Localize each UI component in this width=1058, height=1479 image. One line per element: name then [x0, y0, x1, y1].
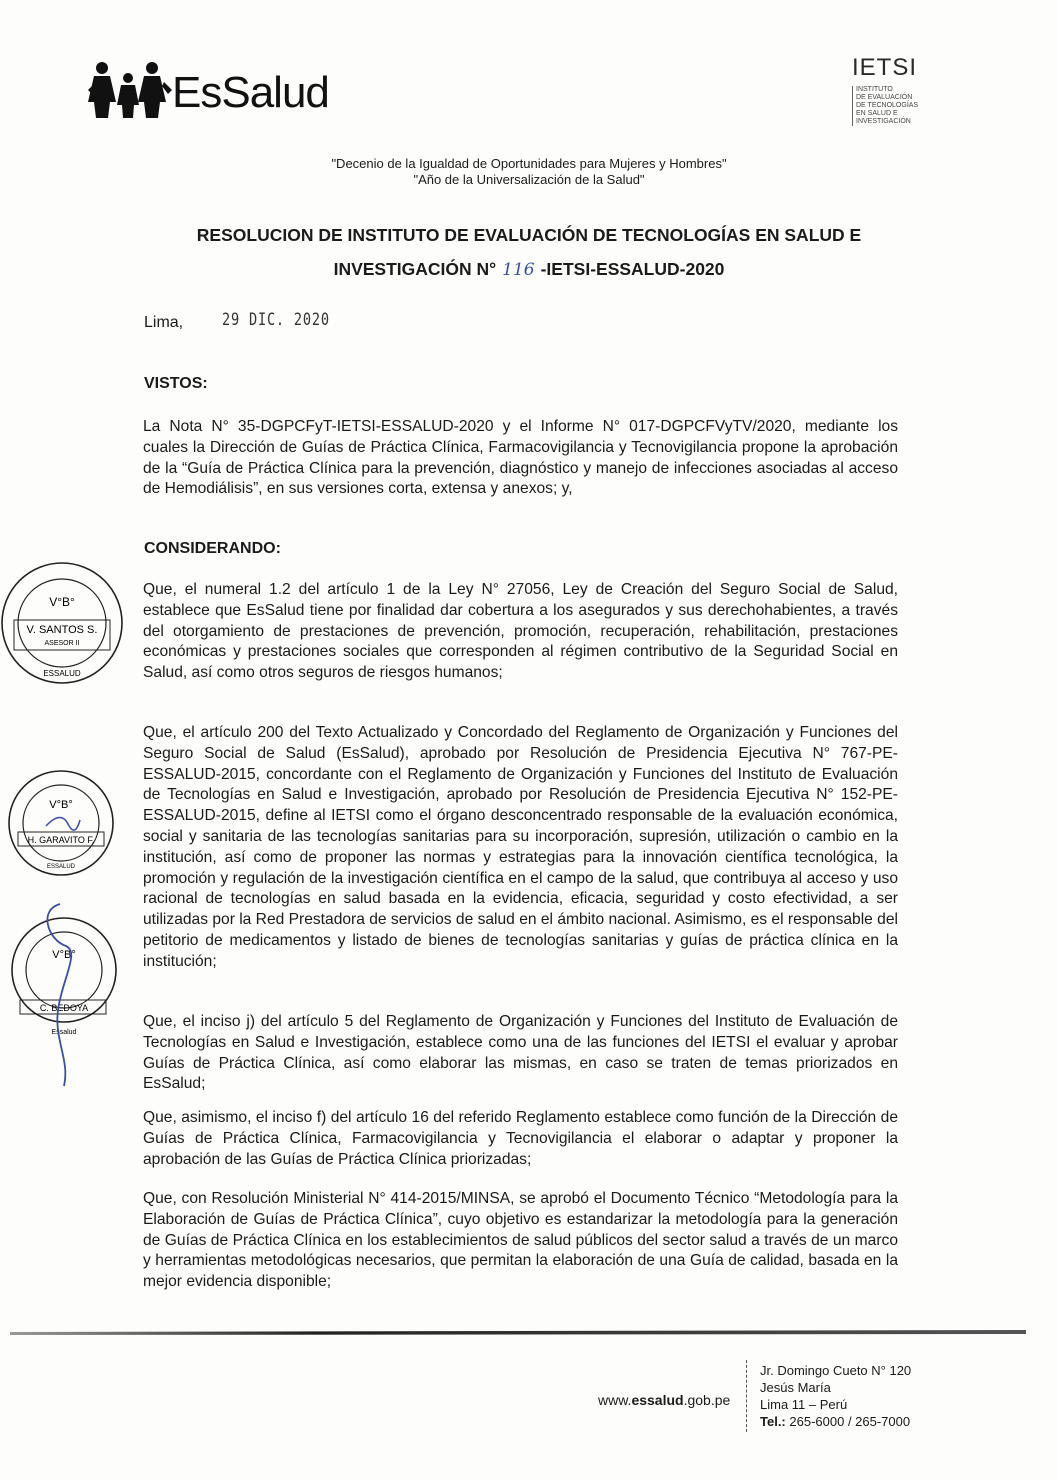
motto-year: "Año de la Universalización de la Salud" [413, 172, 645, 187]
approval-stamp-garavito [6, 768, 116, 878]
motto-decade: "Decenio de la Igualdad de Oportunidades para Mujeres y Hombres" [331, 156, 727, 171]
svg-text:V°B°: V°B° [52, 949, 76, 961]
svg-text:H. GARAVITO F.: H. GARAVITO F. [27, 835, 95, 845]
considerando-paragraph-1: Que, el numeral 1.2 del artículo 1 de la Ley N° 27056, Ley de Creación del Seguro Social de Salud, establece que EsSalud tiene por finalidad dar cobertura a los asegurados y sus derechohabientes, a través del otorgamiento de prestaciones de prevención, promoción, recuperación, rehabilitación, prestaciones económicas y prestaciones sociales que corresponden al régimen contributivo de la Seguridad Social en Salud, así como otros seguros de riesgos humanos; [143, 581, 898, 682]
stamped-date: 29 DIC. 2020 [222, 310, 330, 330]
footer-divider [746, 1360, 747, 1432]
svg-text:ASESOR II: ASESOR II [44, 640, 80, 647]
stamp-seal-icon [8, 900, 120, 1090]
approval-stamp-bedoya [8, 900, 120, 1090]
vistos-heading: VISTOS: [144, 375, 208, 392]
essalud-logo [88, 56, 368, 126]
svg-text:V. SANTOS S.: V. SANTOS S. [26, 624, 98, 636]
approval-stamp-santos [0, 558, 130, 688]
resolution-title-line2: INVESTIGACIÓN N° 116 -IETSI-ESSALUD-2020 [333, 259, 725, 280]
svg-text:V°B°: V°B° [49, 799, 73, 811]
considerando-paragraph-2: Que, el artículo 200 del Texto Actualizado y Concordado del Reglamento de Organización y Funciones del Seguro Social de Salud (EsSalud), aprobado por Resolución de Presidencia Ejecutiva N° 767-PE-ESSALUD-2015, concordante con el Reglamento de Organización y Funciones del Instituto de Evaluación de Tecnologías en Salud e Investigación, aprobado por Resolución de Presidencia Ejecutiva N° 152-PE-ESSALUD-2015, define al IETSI como el órgano desconcentrado responsable de la evaluación económica, social y sanitaria de las tecnologías sanitarias para su incorporación, supresión, utilización o cambio en la institución, así como de proponer las normas y estrategias para la innovación científica tecnológica, la promoción y regulación de la investigación científica en el campo de la salud, que contribuya al acceso y uso racional de tecnologías en salud basada en la evidencia, eficacia, seguridad y costo efectividad, a ser utilizadas por la Red Prestadora de servicios de salud en el ámbito nacional. Asimismo, es el responsable del petitorio de medicamentos y listado de bienes de tecnologías sanitarias y guías de práctica clínica en la institución; [143, 724, 898, 970]
handwritten-resolution-number: 116 [502, 260, 535, 280]
ietsi-logo [852, 54, 944, 126]
place-label: Lima, [144, 314, 184, 331]
considerando-heading: CONSIDERANDO: [144, 540, 281, 557]
family-figures-icon [88, 60, 178, 120]
svg-text:V°B°: V°B° [49, 595, 75, 609]
ietsi-fullname: INSTITUTO DE EVALUACIÓN DE TECNOLOGÍAS EN SALUD E INVESTIGACIÓN [852, 86, 944, 126]
considerando-paragraph-4: Que, asimismo, el inciso f) del artículo 16 del referido Reglamento establece como función de la Dirección de Guías de Práctica Clínica, Farmacovigilancia y Tecnovigilancia el elaborar o adaptar y proponer la aprobación de las Guías de Práctica Clínica priorizadas; [143, 1109, 898, 1168]
considerando-paragraph-3: Que, el inciso j) del artículo 5 del Reglamento de Organización y Funciones del Instituto de Evaluación de Tecnologías en Salud e Investigación, establece como una de las funciones del IETSI el evaluar y aprobar Guías de Práctica Clínica, así como elaborar las mismas, en caso se traten de temas priorizados en EsSalud; [143, 1013, 898, 1093]
website-link[interactable]: www.essalud.gob.pe [598, 1392, 731, 1408]
footer-address: Jr. Domingo Cueto N° 120 Jesús María Lima 11 – Perú Tel.: 265-6000 / 265-7000 [760, 1363, 912, 1429]
resolution-title-line1: RESOLUCION DE INSTITUTO DE EVALUACIÓN DE TECNOLOGÍAS EN SALUD E [196, 225, 862, 245]
svg-text:ESSALUD: ESSALUD [43, 669, 81, 678]
footer-rule [10, 1329, 1026, 1337]
svg-text:C. BEDOYA: C. BEDOYA [39, 1003, 89, 1013]
stamp-seal-icon [6, 768, 116, 878]
considerando-paragraph-5: Que, con Resolución Ministerial N° 414-2015/MINSA, se aprobó el Documento Técnico “Metodología para la Elaboración de Guías de Práctica Clínica”, cuyo objetivo es estandarizar la metodología para la generación de Guías de Práctica Clínica en los establecimientos de salud públicos del sector salud a través de un marco y herramientas metodológicas necesarios, que permitan la elaboración de una Guía de calidad, basada en la mejor evidencia disponible; [143, 1190, 898, 1291]
stamp-seal-icon [0, 558, 130, 688]
vistos-paragraph: La Nota N° 35-DGPCFyT-IETSI-ESSALUD-2020 y el Informe N° 017-DGPCFVyTV/2020, mediante los cuales la Dirección de Guías de Práctica Clínica, Farmacovigilancia y Tecnovigilancia propone la aprobación de la “Guía de Práctica Clínica para la prevención, diagnóstico y manejo de infecciones asociadas al acceso de Hemodiálisis”, en sus versiones corta, extensa y anexos; y, [143, 418, 898, 498]
ietsi-acronym: IETSI [852, 54, 918, 81]
footer-phone: Tel.: 265-6000 / 265-7000 [760, 1414, 911, 1429]
essalud-wordmark: EsSalud [172, 68, 329, 117]
svg-text:Essalud: Essalud [51, 1029, 77, 1036]
svg-text:ESSALUD: ESSALUD [46, 864, 76, 870]
